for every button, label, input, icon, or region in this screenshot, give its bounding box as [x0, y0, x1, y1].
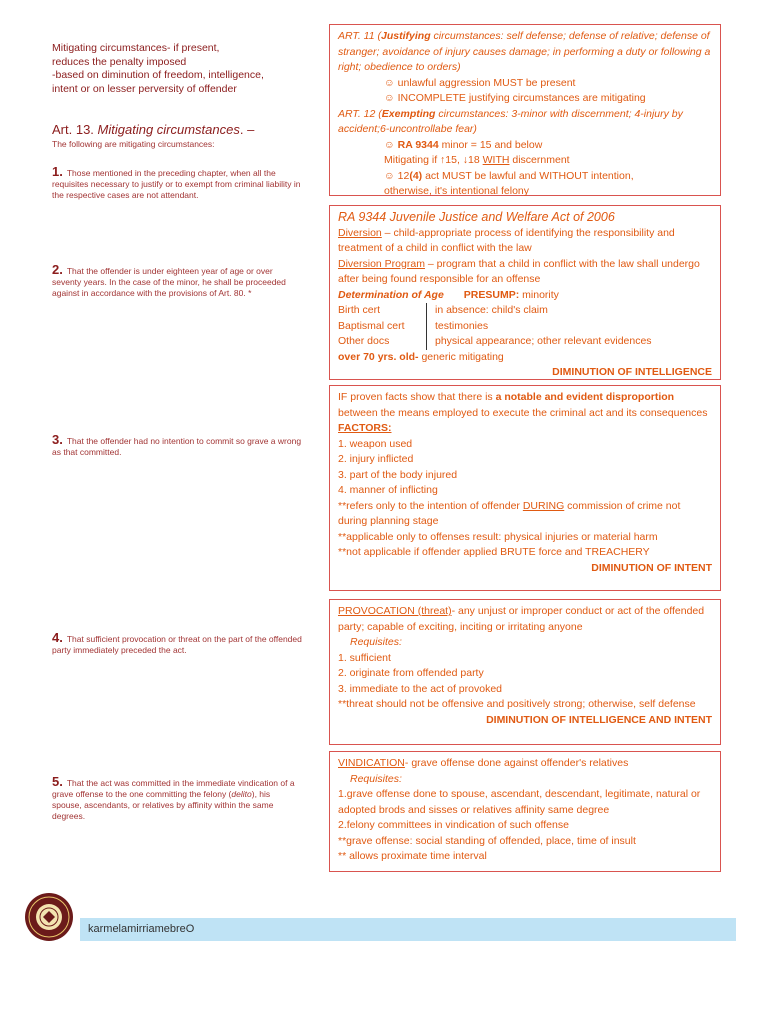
art11-label: ART. 11	[338, 30, 375, 42]
vindication-box	[329, 751, 721, 872]
age-term: Determination of Age	[338, 288, 444, 301]
requisite-item: 1.grave offense done to spouse, ascendant, descendant, legitimate, natural or adopted brods and sisses or relatives affinity same degree	[338, 788, 701, 816]
author-name: karmelamirriamebreO	[88, 923, 195, 935]
vindication-def	[338, 756, 712, 772]
art11-text	[338, 29, 712, 76]
diversion-text: – child-appropriate process of identifying the responsibility and treatment of a child in conflict with the law	[338, 226, 675, 254]
item-text: That sufficient provocation or threat on the part of the offended party immediately preceded the act.	[52, 634, 302, 655]
art11-rest: circumstances: self defense; defense of relative; defense of stranger; avoidance of injury causes damage; in performing a duty or following a right; obedience to orders)	[338, 30, 711, 73]
art13-prefix: Art. 13.	[52, 122, 98, 137]
box-footer: DIMINUTION OF INTELLIGENCE AND INTENT	[486, 713, 712, 726]
presump-text: minority	[519, 288, 559, 301]
item-number: 1.	[52, 164, 63, 179]
requisite-item: 2. originate from offended party	[338, 667, 484, 679]
art11-keyword: Justifying	[381, 30, 431, 42]
factor-item: 1. weapon used	[338, 437, 413, 450]
requisite-item: 3. immediate to the act of provoked	[338, 682, 503, 695]
item-number: 3.	[52, 432, 63, 447]
requisites-label: Requisites:	[350, 636, 402, 648]
intro-a: IF proven facts show that there is	[338, 391, 496, 403]
item-number: 2.	[52, 262, 63, 277]
age-row	[338, 303, 712, 319]
list-item	[52, 632, 302, 656]
mitigating-intro	[52, 42, 302, 96]
ra9344-title: RA 9344 Juvenile Justice and Welfare Act of 2006	[338, 210, 615, 224]
box-footer: DIMINUTION OF INTENT	[591, 561, 712, 574]
art13-title-text: Mitigating circumstances	[97, 122, 240, 137]
requisite-item: 2.felony committees in vindication of such offense	[338, 819, 569, 831]
over70-term: over 70 yrs. old-	[338, 350, 419, 363]
art13-suffix: . –	[239, 122, 255, 137]
art12-rest: circumstances: 3-minor with discernment; 4-injury by accident;6-uncontrollabe fear)	[338, 107, 683, 135]
note: **applicable only to offenses result: physical injuries or material harm	[338, 530, 658, 543]
doc-type: Birth cert	[338, 304, 381, 316]
art13-heading	[52, 122, 302, 149]
box-line	[338, 153, 712, 169]
disproportion-box	[329, 385, 721, 591]
vindication-term: VINDICATION	[338, 757, 405, 769]
university-seal-icon	[24, 892, 74, 942]
note-a: **refers only to the intention of offender	[338, 499, 523, 512]
line-rest: act MUST be lawful and WITHOUT intention,	[422, 169, 634, 182]
line-rest: minor = 15 and below	[438, 138, 543, 151]
list-item	[52, 264, 302, 299]
doc-alt: in absence: child's claim	[435, 304, 548, 316]
paren: (	[375, 107, 382, 120]
line-pre: ☺ 12	[384, 169, 410, 182]
factor-item: 4. manner of inflicting	[338, 484, 438, 496]
art12-keyword: Exempting	[381, 107, 436, 120]
with-underlined: WITH	[482, 154, 510, 166]
note: **not applicable if offender applied BRUTE force and TREACHERY	[338, 546, 650, 558]
over70-text: generic mitigating	[418, 350, 504, 363]
line-bold: (4)	[409, 169, 423, 182]
box-line: otherwise, it's intentional felony	[384, 185, 530, 197]
item-number: 4.	[52, 630, 63, 645]
provocation-term: PROVOCATION (threat)	[338, 605, 452, 617]
list-item	[52, 434, 302, 458]
provocation-text: - any unjust or improper conduct or act of the offended party; capable of exciting, inciting or irritating anyone	[338, 605, 705, 633]
intro-line: reduces the penalty imposed	[52, 55, 187, 68]
age-row	[338, 319, 712, 335]
program-term: Diversion Program	[338, 257, 425, 270]
factor-item: 3. part of the body injured	[338, 468, 458, 481]
requisite-item: 1. sufficient	[338, 651, 391, 664]
intro-line: Mitigating circumstances- if present,	[52, 42, 220, 54]
intro-line: intent or on lesser perversity of offender	[52, 82, 237, 95]
art12-text	[338, 107, 712, 138]
box-footer: DIMINUTION OF INTELLIGENCE	[552, 366, 712, 378]
item-text: ), his spouse, ascendants, or relatives by affinity within the same degrees.	[52, 789, 274, 821]
item-text: That the offender is under eighteen year of age or over seventy years. In the case of the minor, he shall be proceeded against in accordance with the provisions of Art. 80. *	[52, 266, 286, 298]
box-line	[338, 138, 712, 154]
box-line: ☺ INCOMPLETE justifying circumstances are mitigating	[384, 92, 646, 104]
disproportion-intro	[338, 390, 712, 421]
note-b: commission of crime not during planning stage	[338, 499, 681, 527]
age-row	[338, 334, 712, 350]
age-heading	[338, 288, 712, 304]
note	[338, 499, 712, 530]
art12-label: ART. 12	[338, 107, 376, 120]
over70-line	[338, 350, 712, 366]
item-text: Those mentioned in the preceding chapter, when all the requisites necessary to justify or to exempt from criminal liability in the respective cases are not attendant.	[52, 168, 301, 200]
list-item	[52, 776, 302, 822]
provocation-def	[338, 604, 712, 635]
art13-subtitle: The following are mitigating circumstances:	[52, 139, 215, 149]
art11-art12-box	[329, 24, 721, 196]
line-pre: Mitigating if ↑15, ↓18	[384, 154, 483, 166]
ra9344-box	[329, 205, 721, 380]
diversion-term: Diversion	[338, 226, 382, 239]
item-number: 5.	[52, 774, 63, 789]
note: **grave offense: social standing of offended, place, time of insult	[338, 834, 636, 847]
intro-line: -based on diminution of freedom, intelligence,	[52, 69, 264, 81]
provocation-box	[329, 599, 721, 745]
diversion-def	[338, 226, 712, 257]
line-rest: discernment	[509, 154, 570, 166]
item-text: That the offender had no intention to commit so grave a wrong as that committed.	[52, 436, 302, 457]
program-text: – program that a child in conflict with the law shall undergo after being found responsible for an offense	[338, 257, 700, 285]
requisites-label: Requisites:	[350, 772, 402, 785]
vindication-text: - grave offense done against offender's relatives	[404, 757, 629, 769]
intro-b: a notable and evident disproportion	[495, 391, 675, 403]
program-def	[338, 257, 712, 288]
ra-label: RA 9344	[397, 138, 439, 151]
note: ** allows proximate time interval	[338, 850, 487, 862]
smiley: ☺	[384, 138, 398, 151]
doc-alt: physical appearance; other relevant evidences	[435, 335, 652, 347]
paren: (	[374, 30, 382, 42]
note-underlined: DURING	[522, 499, 565, 512]
item-text-italic: delito	[231, 789, 252, 799]
art13-title	[52, 122, 302, 137]
intro-c: between the means employed to execute the criminal act and its consequences	[338, 406, 708, 419]
item-text: That the act was committed in the immediate vindication of a grave offense to the one committing the felony (	[52, 778, 295, 799]
presump-label: PRESUMP:	[463, 288, 520, 301]
note: **threat should not be offensive and positively strong; otherwise, self defense	[338, 698, 696, 710]
doc-alt: testimonies	[435, 319, 489, 332]
factor-item: 2. injury inflicted	[338, 453, 414, 465]
box-line: ☺ unlawful aggression MUST be present	[384, 76, 576, 89]
doc-type: Other docs	[338, 335, 390, 347]
doc-type: Baptismal cert	[338, 319, 405, 332]
list-item	[52, 166, 302, 201]
factors-heading: FACTORS:	[338, 422, 392, 434]
box-line	[338, 169, 712, 185]
